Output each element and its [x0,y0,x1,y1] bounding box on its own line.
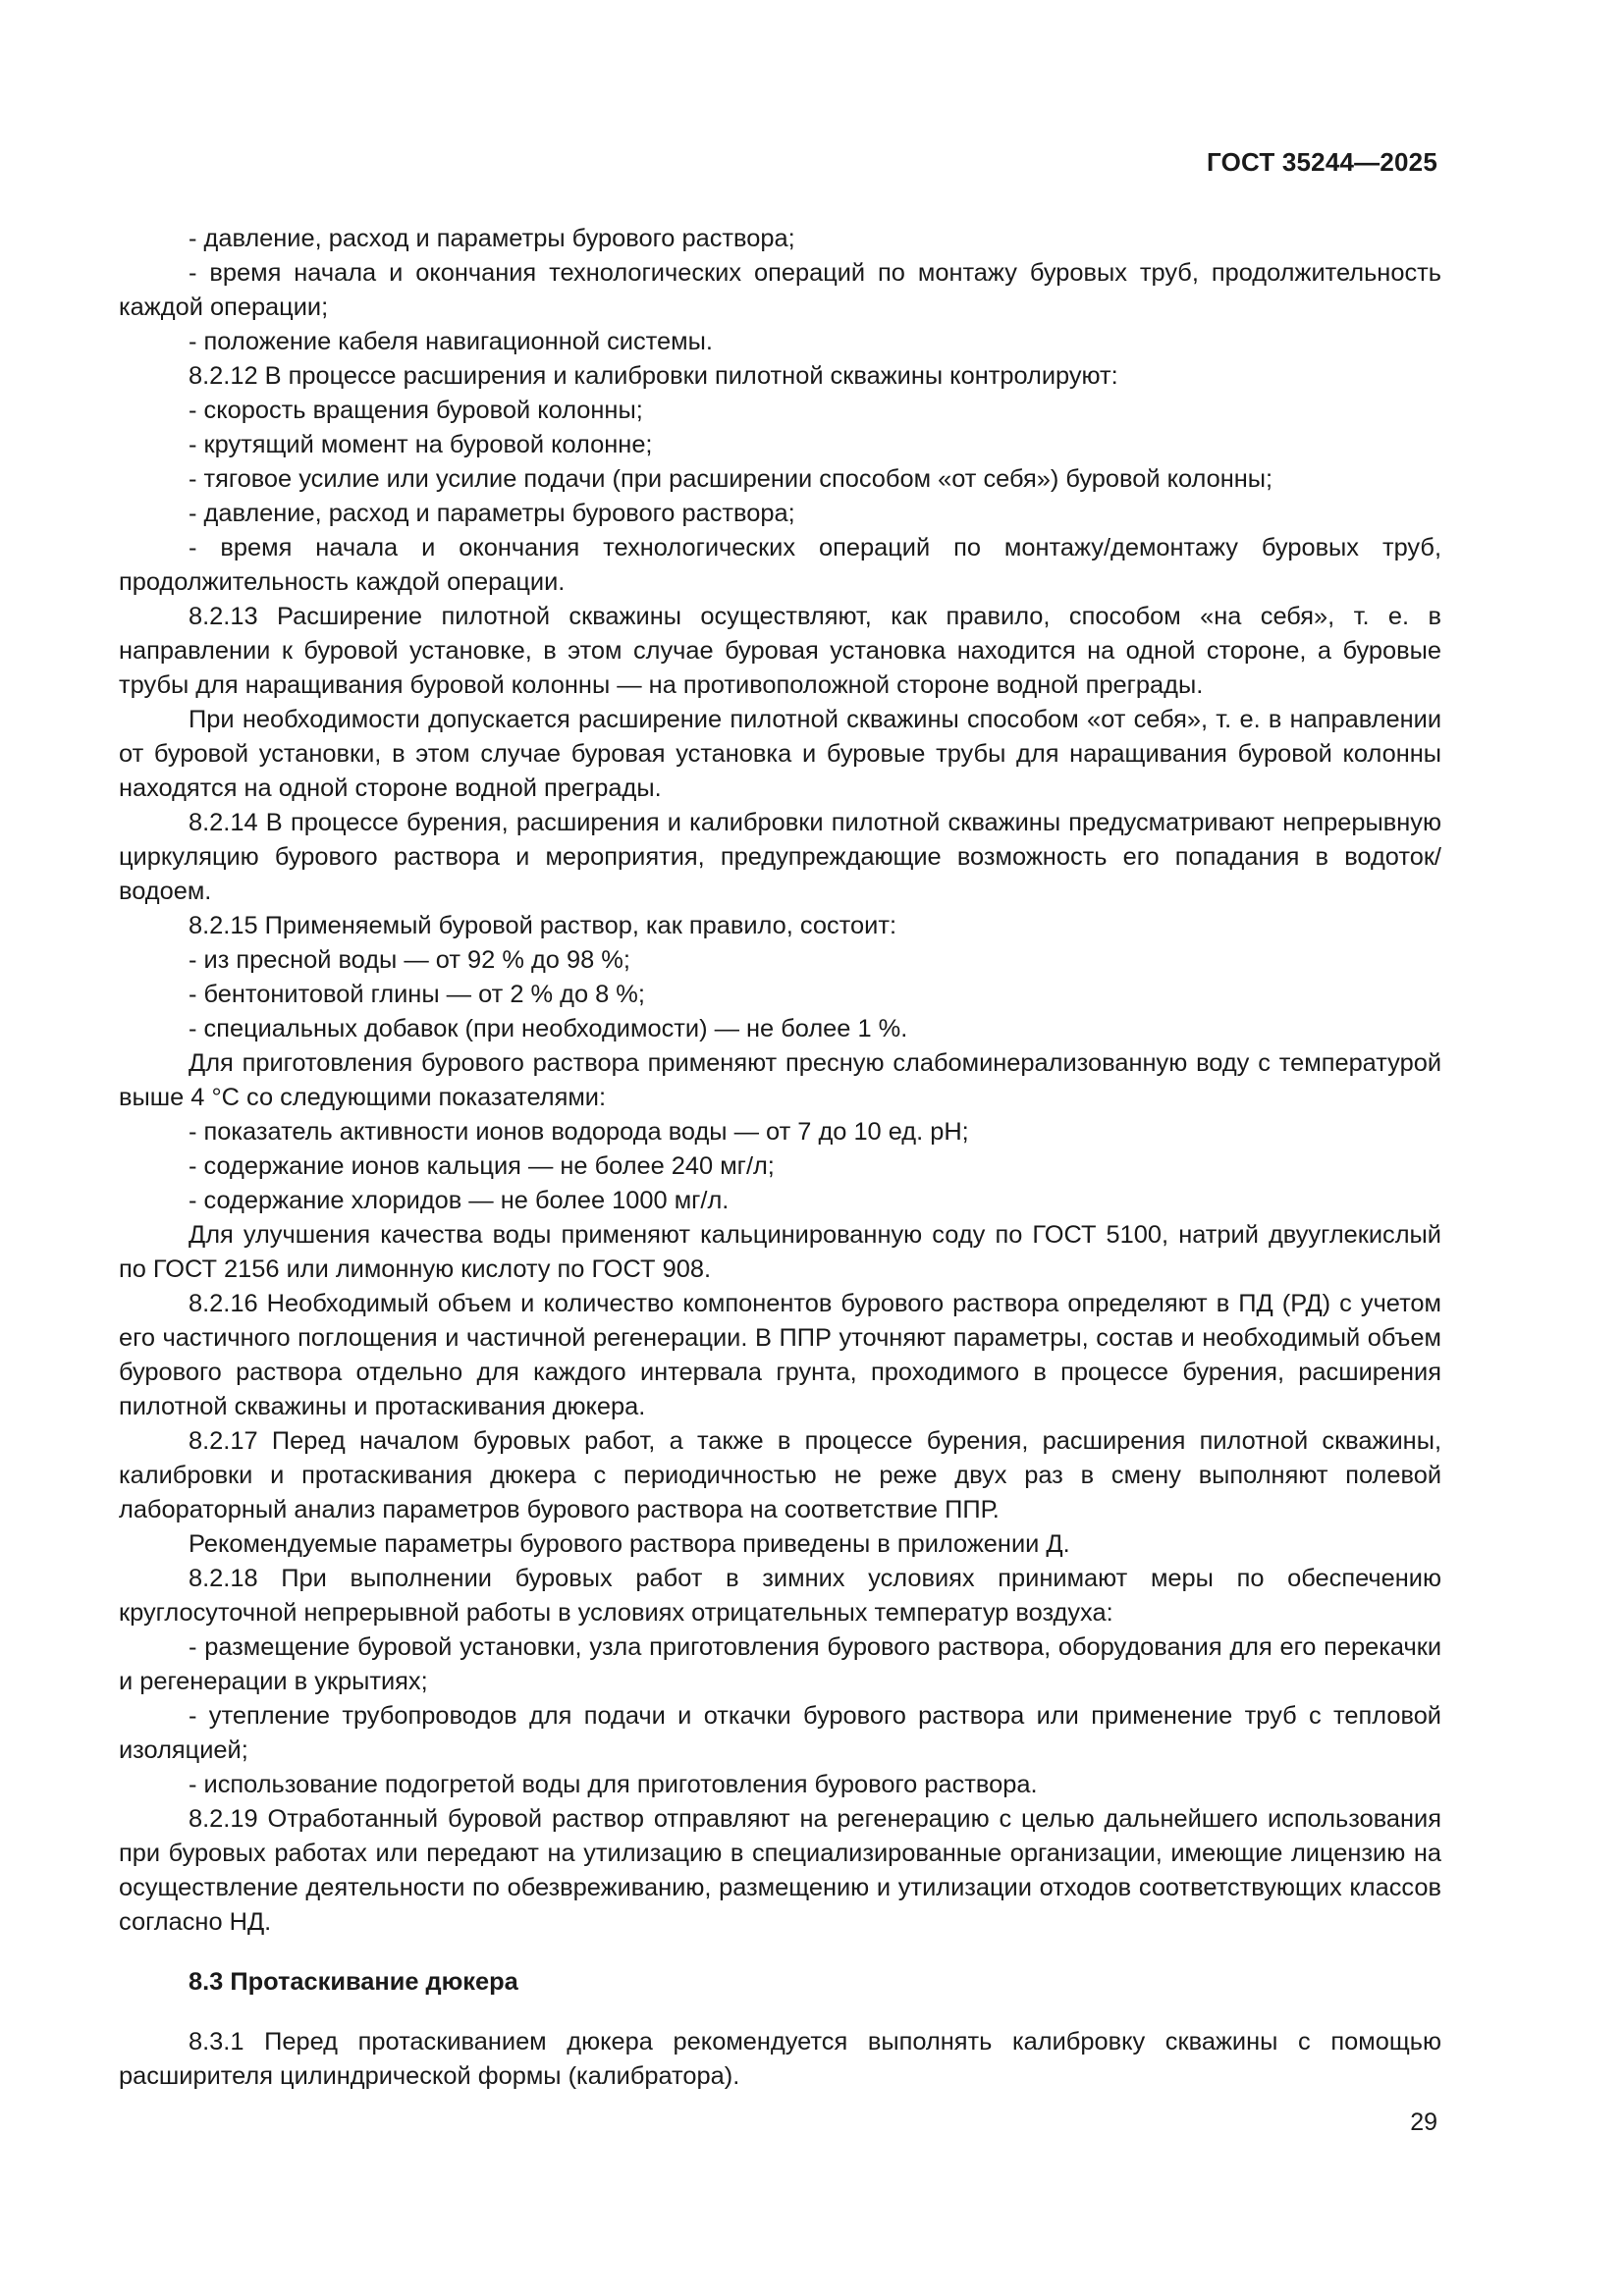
paragraph: Для приготовления бурового раствора применяют пресную слабоминерализованную воду с температурой выше 4 °С со следующими показателями: [119,1049,1441,1111]
paragraph: - специальных добавок (при необходимости) — не более 1 %. [189,1015,908,1042]
paragraph: - скорость вращения буровой колонны; [189,397,643,424]
paragraph: - бентонитовой глины — от 2 % до 8 %; [189,981,645,1008]
paragraph: Рекомендуемые параметры бурового раствора приведены в приложении Д. [189,1530,1070,1558]
paragraph: - крутящий момент на буровой колонне; [189,431,653,458]
paragraph: При необходимости допускается расширение пилотной скважины способом «от себя», т. е. в направлении от буровой установки, в этом случае буровая установка и буровые трубы для наращивания буровой колонны находятся на одной стороне водной преграды. [119,706,1441,802]
paragraph-8-2-18: 8.2.18 При выполнении буровых работ в зимних условиях принимают меры по обеспечению круглосуточной непрерывной работы в условиях отрицательных температур воздуха: [119,1565,1441,1627]
paragraph-8-2-12: 8.2.12 В процессе расширения и калибровки пилотной скважины контролируют: [189,362,1118,390]
paragraph: - время начала и окончания технологических операций по монтажу/демонтажу буровых труб, продолжительность каждой операции. [119,534,1441,596]
paragraph: - размещение буровой установки, узла приготовления бурового раствора, оборудования для его перекачки и регенерации в укрытиях; [119,1633,1441,1695]
paragraph-8-3-1: 8.3.1 Перед протаскиванием дюкера рекомендуется выполнять калибровку скважины с помощью расширителя цилиндрической формы (калибратора). [119,2028,1441,2090]
paragraph: - время начала и окончания технологических операций по монтажу буровых труб, продолжительность каждой операции; [119,259,1441,321]
paragraph: - положение кабеля навигационной системы. [189,328,713,355]
section-heading: 8.3 Протаскивание дюкера [189,1968,518,1996]
paragraph-8-2-19: 8.2.19 Отработанный буровой раствор отправляют на регенерацию с целью дальнейшего использования при буровых работах или передают на утилизацию в специализированные организации, имеющие лицензию на осуществление деятельности по обезвреживанию, размещению и утилизации отходов соответствующих классов согласно НД. [119,1805,1441,1936]
paragraph: - содержание хлоридов — не более 1000 мг/л. [189,1187,730,1214]
paragraph: Для улучшения качества воды применяют кальцинированную соду по ГОСТ 5100, натрий двууглекислый по ГОСТ 2156 или лимонную кислоту по ГОСТ 908. [119,1221,1441,1283]
paragraph-8-2-13: 8.2.13 Расширение пилотной скважины осуществляют, как правило, способом «на себя», т. е. в направлении к буровой установке, в этом случае буровая установка находится на одной стороне, а буровые трубы для наращивания буровой колонны — на противоположной стороне водной преграды. [119,603,1441,699]
paragraph: - использование подогретой воды для приготовления бурового раствора. [189,1771,1038,1798]
paragraph-8-2-16: 8.2.16 Необходимый объем и количество компонентов бурового раствора определяют в ПД (РД) с учетом его частичного поглощения и частичной регенерации. В ППР уточняют параметры, состав и необходимый объем бурового раствора отдельно для каждого интервала грунта, проходимого в процессе бурения, расширения пилотной скважины и протаскивания дюкера. [119,1290,1441,1420]
document-body [119,222,1441,2094]
page-number: 29 [1410,2109,1437,2136]
paragraph: - тяговое усилие или усилие подачи (при расширении способом «от себя») буровой колонны; [189,465,1273,493]
standard-code: ГОСТ 35244—2025 [1207,147,1437,177]
paragraph: - показатель активности ионов водорода воды — от 7 до 10 ед. рН; [189,1118,969,1146]
paragraph-8-2-14: 8.2.14 В процессе бурения, расширения и калибровки пилотной скважины предусматривают непрерывную циркуляцию бурового раствора и мероприятия, предупреждающие возможность его попадания в водоток/водоем. [119,809,1441,905]
paragraph: - давление, расход и параметры бурового раствора; [189,225,795,252]
paragraph: - из пресной воды — от 92 % до 98 %; [189,946,630,974]
paragraph-8-2-17: 8.2.17 Перед началом буровых работ, а также в процессе бурения, расширения пилотной скважины, калибровки и протаскивания дюкера с периодичностью не реже двух раз в смену выполняют полевой лабораторный анализ параметров бурового раствора на соответствие ППР. [119,1427,1441,1523]
paragraph-8-2-15: 8.2.15 Применяемый буровой раствор, как правило, состоит: [189,912,897,939]
paragraph: - содержание ионов кальция — не более 240 мг/л; [189,1152,775,1180]
paragraph: - давление, расход и параметры бурового раствора; [189,500,795,527]
paragraph: - утепление трубопроводов для подачи и откачки бурового раствора или применение труб с тепловой изоляцией; [119,1702,1441,1764]
